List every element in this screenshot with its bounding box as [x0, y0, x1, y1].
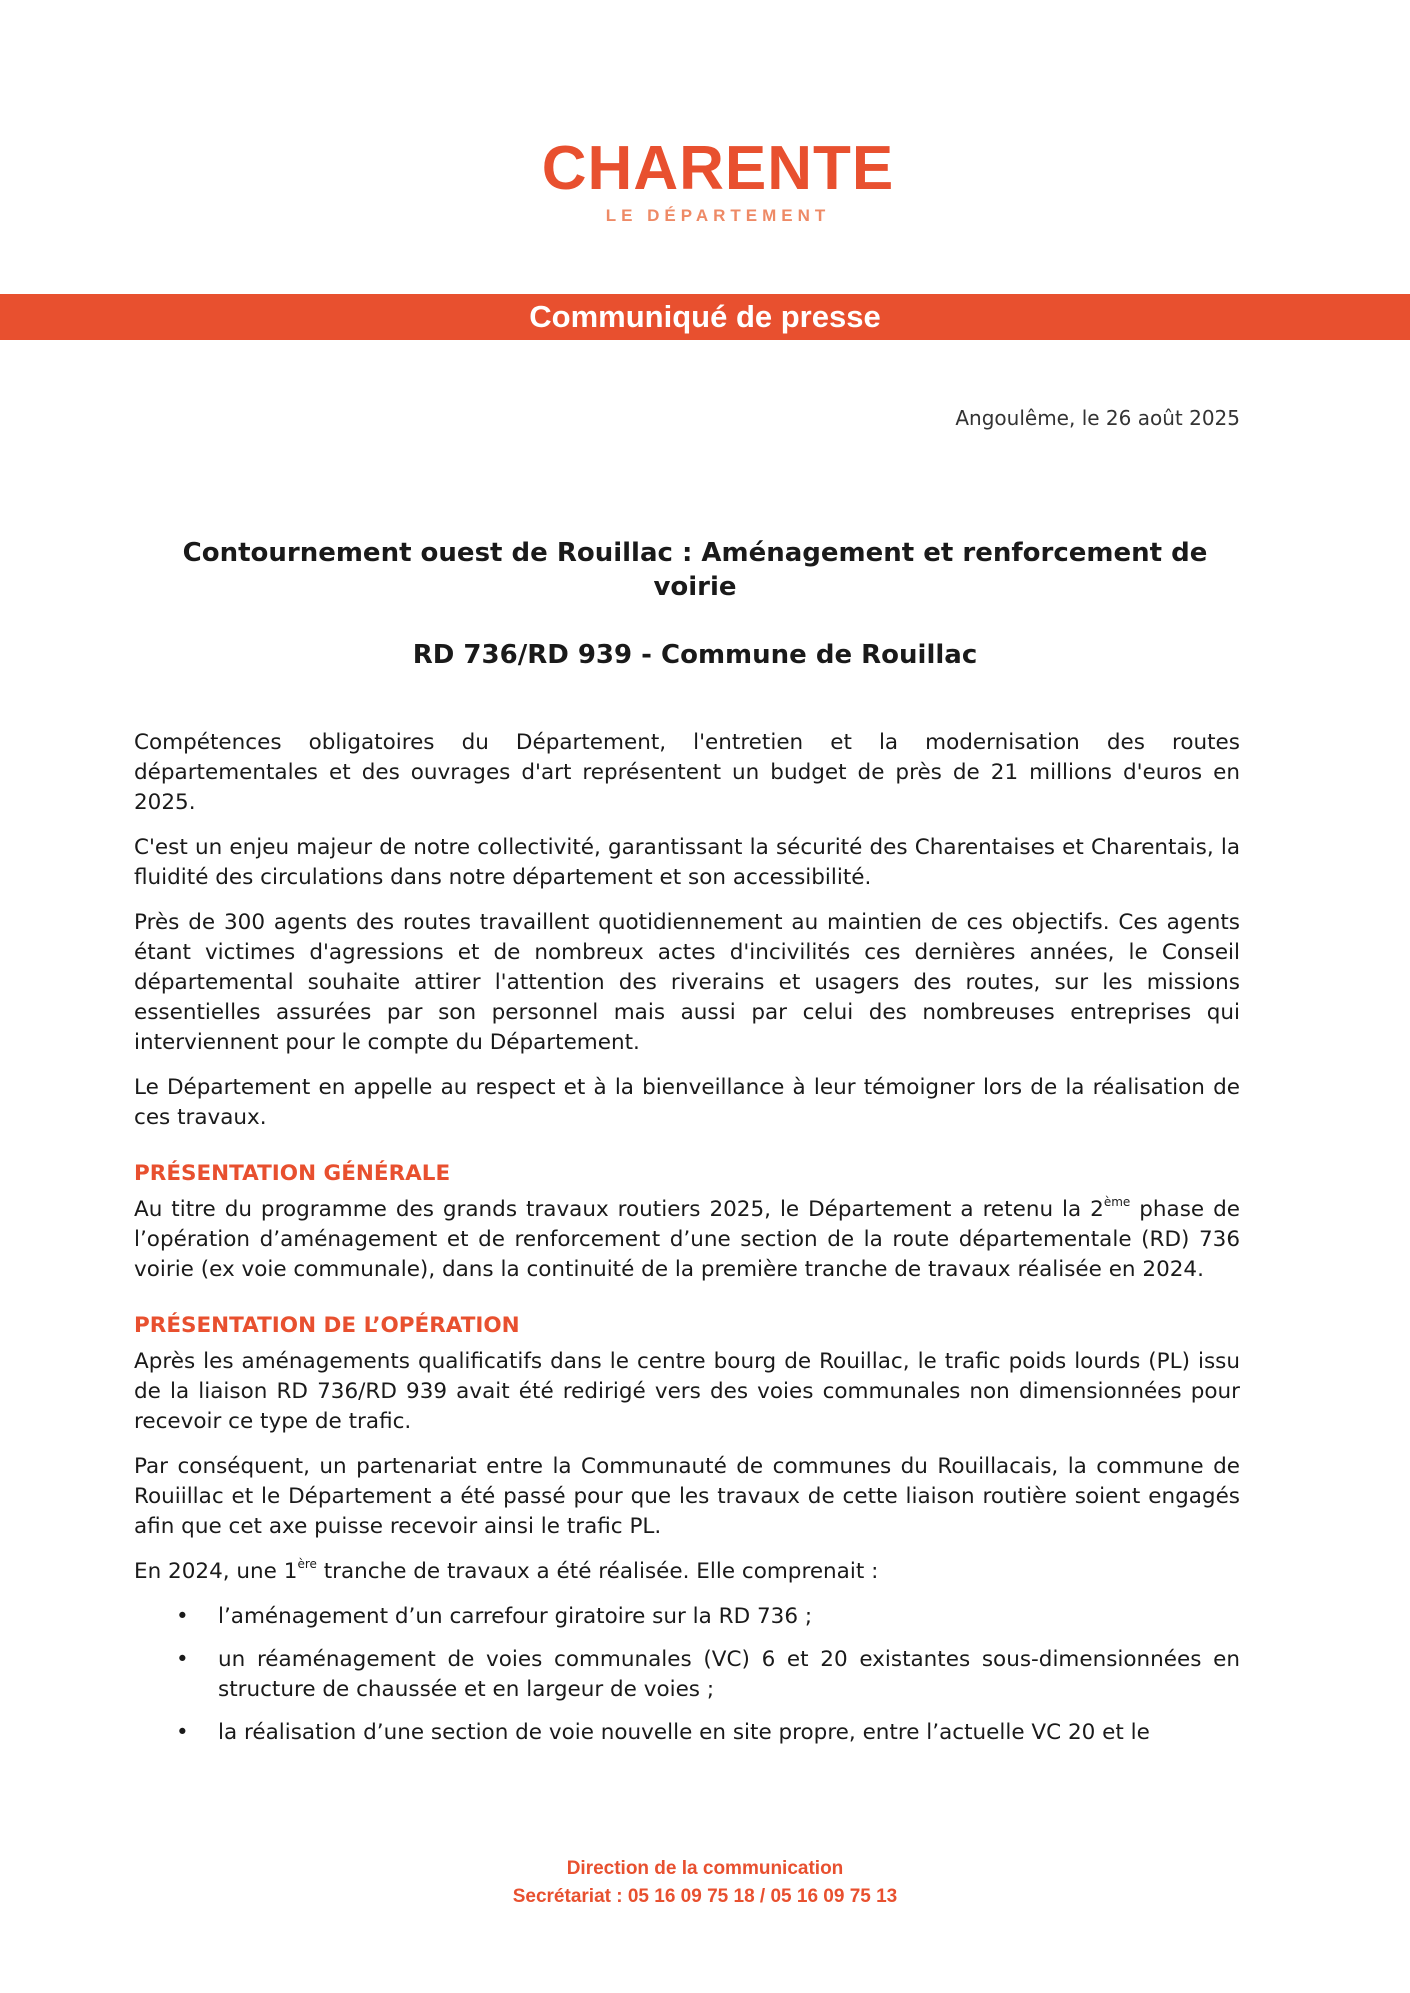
- document-body: [134, 728, 1240, 1761]
- list-item: [134, 1645, 1240, 1705]
- text-segment: Au titre du programme des grands travaux routiers 2025, le Département a retenu la 2: [134, 1197, 1104, 1222]
- intro-paragraph-3: Près de 300 agents des routes travaillent quotidiennement au maintien de ces objectifs. Ces agents étant victimes d'agressions et de nombreux actes d'incivilités ces dernières années, le Conseil départemental souhaite attirer l'attention des riverains et usagers des routes, sur les missions essentielles assurées par son personnel mais aussi par celui des nombreuses entreprises qui interviennent pour le compte du Département.: [134, 910, 1240, 1055]
- list-item: [134, 1718, 1240, 1748]
- text-segment: phase de l’opération d’aménagement et de renforcement d’une section de la route départementale (RD) 736 voirie (ex voie communale), dans la continuité de la première tranche de travaux réalisée en 2024.: [134, 1197, 1240, 1282]
- operation-paragraph-2: Par conséquent, un partenariat entre la Communauté de communes du Rouillacais, la commune de Rouiillac et le Département a été passé pour que les travaux de cette liaison routière soient engagés afin que cet axe puisse recevoir ainsi le trafic PL.: [134, 1454, 1240, 1539]
- text-segment: En 2024, une 1: [134, 1559, 298, 1584]
- section-heading-general: PRÉSENTATION GÉNÉRALE: [134, 1161, 451, 1186]
- works-bullet-list: [134, 1602, 1240, 1748]
- footer-phone: Secrétariat : 05 16 09 75 18 / 05 16 09 75 13: [512, 1886, 898, 1907]
- section-heading-operation: PRÉSENTATION DE L’OPÉRATION: [134, 1313, 520, 1338]
- list-item-text: l’aménagement d’un carrefour giratoire sur la RD 736 ;: [218, 1604, 813, 1629]
- logo-subtitle: LE DÉPARTEMENT: [605, 206, 831, 225]
- superscript: ème: [1103, 1195, 1131, 1209]
- intro-paragraph-1: Compétences obligatoires du Département, l'entretien et la modernisation des routes départementales et des ouvrages d'art représentent un budget de près de 21 millions d'euros en 2025.: [134, 730, 1240, 815]
- operation-paragraph-1: Après les aménagements qualificatifs dans le centre bourg de Rouillac, le trafic poids lourds (PL) issu de la liaison RD 736/RD 939 avait été redirigé vers des voies communales non dimensionnées pour recevoir ce type de trafic.: [134, 1349, 1240, 1434]
- document-date: Angoulême, le 26 août 2025: [955, 406, 1240, 430]
- charente-logo: [0, 134, 1410, 226]
- bullet-icon: •: [176, 1604, 189, 1629]
- list-item: [134, 1602, 1240, 1632]
- section-general-paragraph: [134, 1195, 1240, 1285]
- page-footer: [0, 1855, 1410, 1911]
- bullet-icon: •: [176, 1647, 189, 1672]
- intro-paragraph-2: C'est un enjeu majeur de notre collectivité, garantissant la sécurité des Charentaises et Charentais, la fluidité des circulations dans notre département et son accessibilité.: [134, 835, 1240, 890]
- intro-paragraph-4: Le Département en appelle au respect et à la bienveillance à leur témoigner lors de la réalisation de ces travaux.: [134, 1075, 1240, 1130]
- footer-department: Direction de la communication: [566, 1858, 844, 1879]
- document-subtitle: RD 736/RD 939 - Commune de Rouillac: [412, 640, 978, 670]
- logo-wordmark: CHARENTE: [541, 134, 895, 203]
- superscript: ère: [297, 1557, 317, 1571]
- list-item-text: un réaménagement de voies communales (VC) 6 et 20 existantes sous-dimensionnées en structure de chaussée et en largeur de voies ;: [218, 1647, 1240, 1702]
- list-item-text: la réalisation d’une section de voie nouvelle en site propre, entre l’actuelle VC 20 et le: [218, 1720, 1150, 1745]
- operation-paragraph-3: [134, 1557, 1240, 1587]
- text-segment: tranche de travaux a été réalisée. Elle comprenait :: [316, 1559, 879, 1584]
- bullet-icon: •: [176, 1720, 189, 1745]
- press-release-banner: Communiqué de presse: [0, 294, 1410, 340]
- document-title: Contournement ouest de Rouillac : Aménagement et renforcement de voirie: [182, 538, 1208, 602]
